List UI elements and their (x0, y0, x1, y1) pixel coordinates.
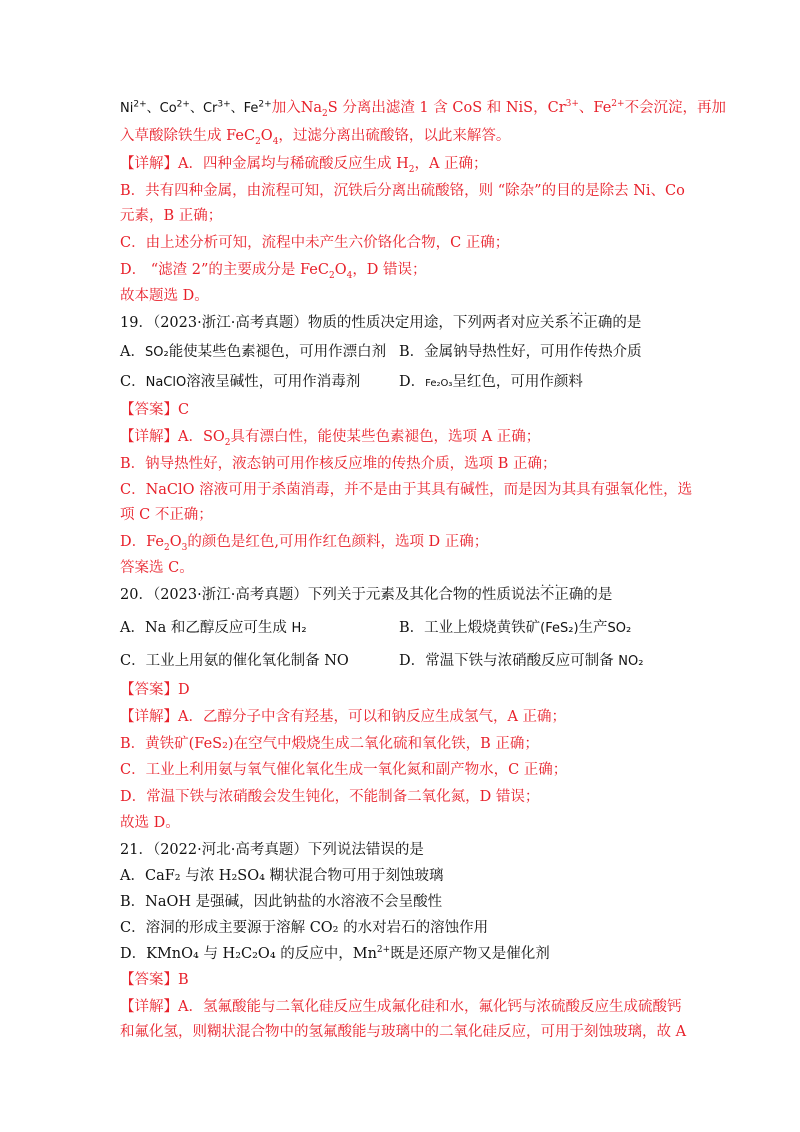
q21-stem: 21．（2022·河北·高考真题）下列说法错误的是 (120, 842, 424, 858)
q19-option-c: C．NaClO溶液呈碱性，可用作消毒剂 (120, 374, 361, 390)
intro-line-2: 入草酸除铁生成 $FeC_2O_4$，过滤分离出硫酸铬，以此来解答。 (120, 128, 511, 147)
q21-detail-a1: 【详解】A．氢氟酸能与二氧化硅反应生成氟化硅和水，氟化钙与浓硫酸反应生成硫酸钙 (120, 999, 682, 1015)
q21-option-a: A．CaF₂ 与浓 H₂SO₄ 糊状混合物可用于刻蚀玻璃 (120, 868, 444, 884)
q18-detail-d: D． “滤渣 2”的主要成分是 $FeC_2O_4$，D 错误； (120, 262, 427, 281)
q20-option-d: D．常温下铁与浓硝酸反应可制备 NO₂ (399, 653, 644, 669)
q20-option-c: C．工业上用氨的催化氧化制备 NO (120, 653, 349, 669)
q19-stem: 19．（2023·浙江·高考真题）物质的性质决定用途，下列两者对应关系· · · 不正确的是 (120, 313, 700, 333)
q20-detail-c: C．工业上利用氨与氧气催化氧化生成一氧化氮和副产物水，C 正确； (120, 762, 568, 778)
q21-option-c: C．溶洞的形成主要源于溶解 CO₂ 的水对岩石的溶蚀作用 (120, 920, 489, 936)
q21-option-d: D．KMnO₄ 与 H₂C₂O₄ 的反应中，$Mn^{2+}$既是还原产物又是催化剂 (120, 945, 550, 962)
detail-tag: 【详解】 (120, 156, 178, 172)
q19-detail-c2: 项 C 不正确； (120, 507, 213, 523)
q19-conclusion: 答案选 C。 (120, 560, 194, 576)
q20-detail-d: D．常温下铁与浓硝酸会发生钝化，不能制备二氧化氮，D 错误； (120, 789, 540, 805)
q19-option-d: D．Fe₂O₃呈红色，可用作颜料 (399, 374, 583, 390)
q18-detail-c: C．由上述分析可知，流程中未产生六价铬化合物，C 正确； (120, 235, 510, 251)
q19-detail-b: B．钠导热性好，液态钠可用作核反应堆的传热介质，选项 B 正确； (120, 456, 557, 472)
ions-text: $Ni^{2+}$、$Co^{2+}$、$Cr^{3+}$、$Fe^{2+}$ (120, 99, 272, 116)
q18-detail-b2: 元素，B 正确； (120, 208, 223, 224)
q19-answer: 【答案】C (120, 402, 190, 418)
q21-answer: 【答案】B (120, 972, 189, 988)
q19-detail-d: D．$Fe_2O_3$的颜色是红色,可用作红色颜料，选项 D 正确； (120, 534, 489, 553)
q18-detail-a: 【详解】A．四种金属均与稀硫酸反应生成 $H_2$，A 正确； (120, 156, 488, 175)
q18-conclusion: 故本题选 D。 (120, 288, 209, 304)
q18-detail-b1: B．共有四种金属，由流程可知，沉铁后分离出硫酸铬，则 “除杂”的目的是除去 Ni、Co (120, 183, 685, 199)
q19-detail-c1: C．NaClO 溶液可用于杀菌消毒，并不是由于其具有碱性，而是因为其具有强氧化性，选 (120, 482, 693, 498)
emphasis-dots: · · · 不正确 (569, 315, 613, 331)
q20-stem: 20．（2023·浙江·高考真题）下列关于元素及其化合物的性质说法· · · 不正确的是 (120, 585, 700, 605)
emphasis-dots: · · · 不正确 (540, 587, 584, 603)
q20-conclusion: 故选 D。 (120, 815, 180, 831)
q20-option-a: A．Na 和乙醇反应可生成 H₂ (120, 620, 307, 636)
q20-detail-a: 【详解】A．乙醇分子中含有羟基，可以和钠反应生成氢气，A 正确； (120, 709, 567, 725)
q19-detail-a: 【详解】A．$SO_2$具有漂白性，能使某些色素褪色，选项 A 正确； (120, 429, 541, 448)
intro-line-1: $Ni^{2+}$、$Co^{2+}$、$Cr^{3+}$、$Fe^{2+}$加入$Na_2S$ 分离出滤渣 1 含 CoS 和 NiS，$Cr^{3+}$、$Fe^{2+}$不会沉淀，再加 (120, 99, 727, 119)
q20-option-b: B．工业上煅烧黄铁矿(FeS₂)生产SO₂ (399, 620, 632, 636)
q19-option-b: B．金属钠导热性好，可用作传热介质 (399, 344, 642, 360)
q19-option-a: A．SO₂能使某些色素褪色，可用作漂白剂 (120, 344, 387, 360)
q20-detail-b: B．黄铁矿(FeS₂)在空气中煅烧生成二氧化硫和氧化铁，B 正确； (120, 736, 539, 752)
q21-option-b: B．NaOH 是强碱，因此钠盐的水溶液不会呈酸性 (120, 894, 443, 910)
q21-detail-a2: 和氟化氢，则糊状混合物中的氢氟酸能与玻璃中的二氧化硅反应，可用于刻蚀玻璃，故 A (120, 1024, 687, 1040)
q20-answer: 【答案】D (120, 682, 190, 698)
